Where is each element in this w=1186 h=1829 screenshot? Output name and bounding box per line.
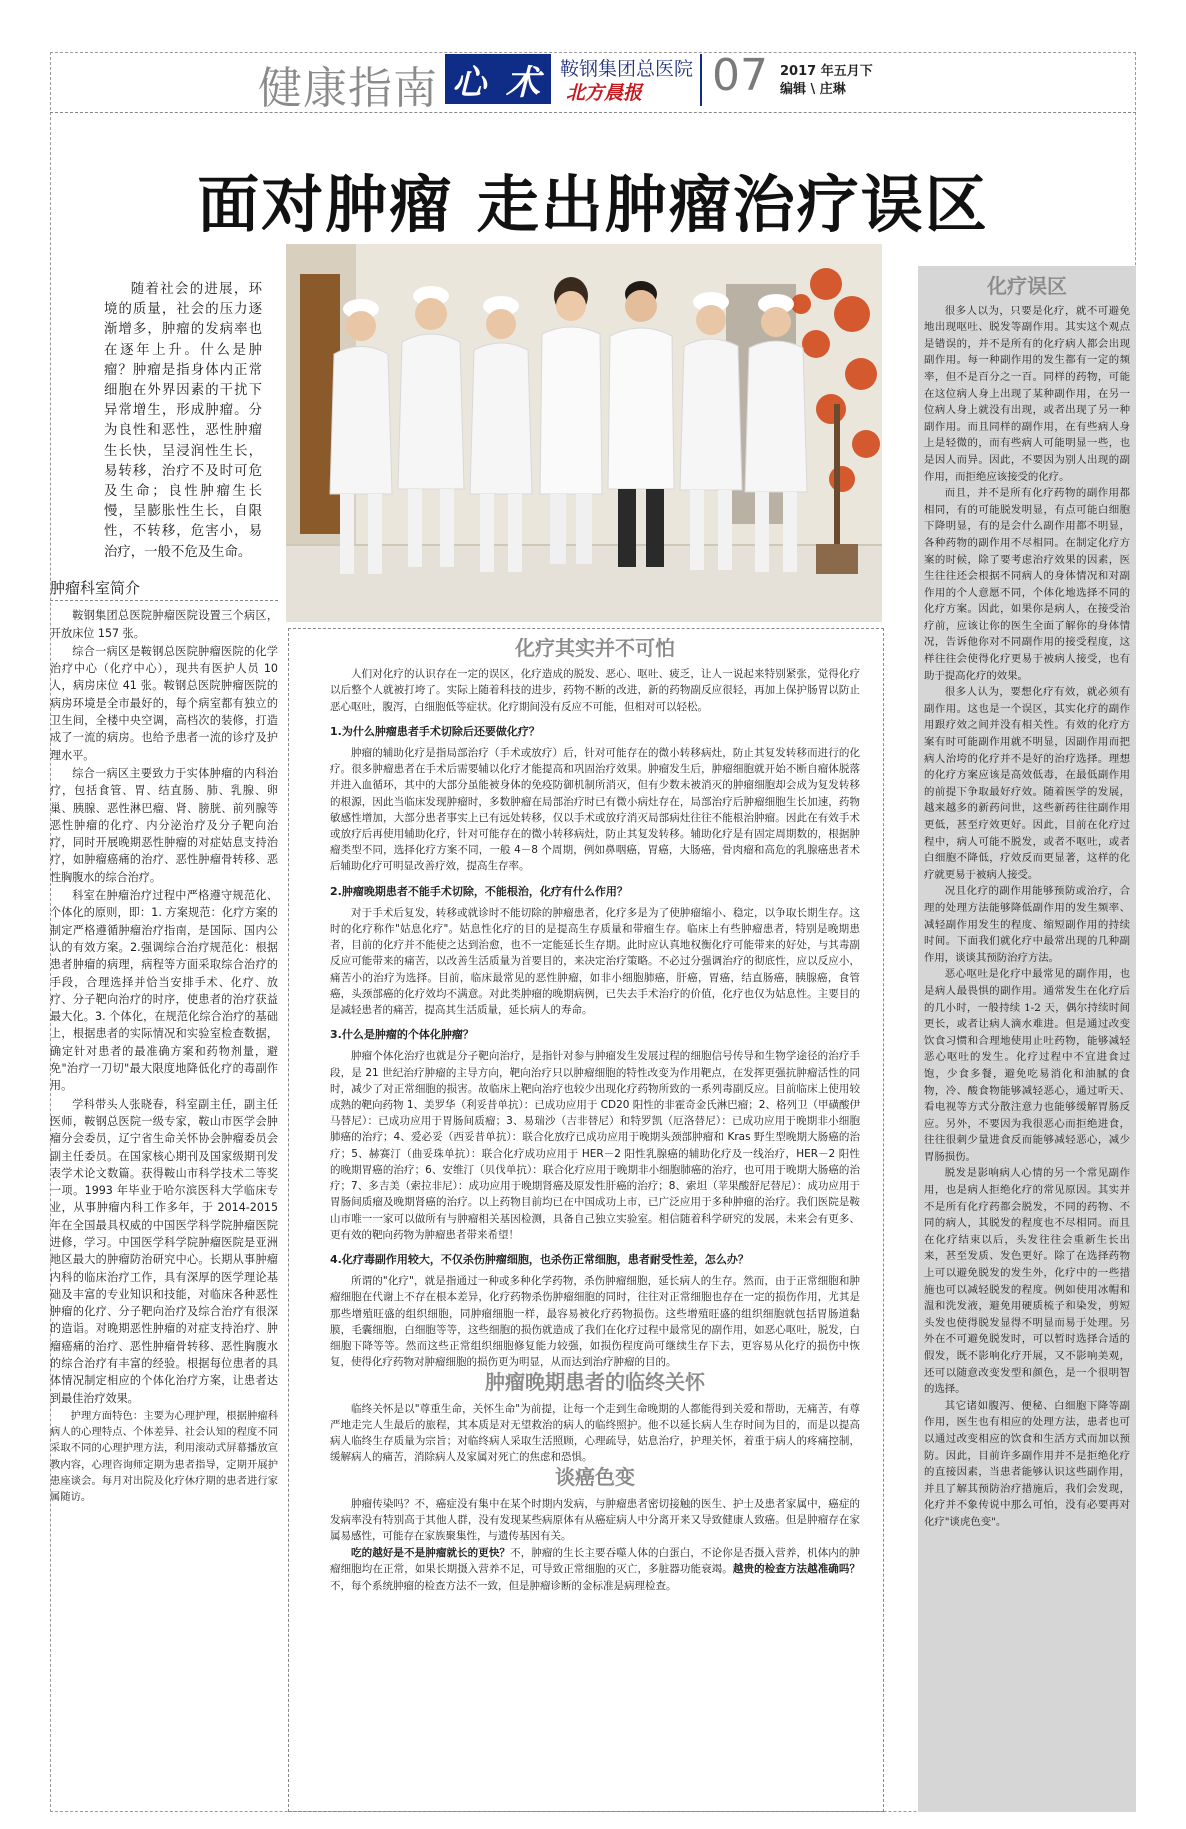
newspaper-name: 北方晨报 <box>566 82 643 104</box>
sidebar-paragraph: 其它诸如腹泻、便秘、白细胞下降等副作用，医生也有相应的处理方法，患者也可以通过改变相应的饮食和生活方式而加以预防。因此，目前许多副作用并不是拒绝化疗的直接因素，当患者能够认识这些副作用，并且了解其预防治疗措施后，我们会发现，化疗并不象传说中那么可怕，没有必要再对化疗"谈虎色变"。 <box>924 1399 1130 1528</box>
department-column <box>50 580 278 1506</box>
faq-answer: 不，肿瘤的生长主要吞噬人体的白蛋白，不论你是否摄入营养，机体内的肿瘤细胞均在正常，如果长期摄入营养不足，可导致正常细胞的灭亡，多脏器功能衰竭。 <box>330 1547 861 1576</box>
editor-credit: 编辑 \ 庄琳 <box>780 82 846 97</box>
sidebar-paragraph: 恶心呕吐是化疗中最常见的副作用，也是病人最畏惧的副作用。通常发生在化疗后的几小时，一般持续 1-2 天，偶尔持续时间更长，或者让病人滴水难进。但是通过改变饮食习惯和合理地使用止吐药物，能够减轻恶心呕吐的发生。化疗过程中不宜进食过饱，少食多餐，避免吃易消化和油腻的食物，冷、酸食物能够减轻恶心，通过听天、看电视等方式分散注意力也能够缓解胃肠反应。另外，不要因为我很恶心而拒绝进食，往往很刺少量进食反而能够减轻恶心，减少胃肠损伤。 <box>924 968 1130 1163</box>
masthead <box>0 0 1186 115</box>
sidebar-paragraph: 很多人认为，要想化疗有效，就必须有副作用。这也是一个误区，其实化疗的副作用跟疗效之间并没有相关性。有效的化疗方案有时可能副作用就不明显，因副作用而把病人治垮的化疗并不是好的治疗选择。理想的化疗方案应该是高效低毒，在最低副作用的前提下争取最好疗效。随着医学的发展，越来越多的新药问世，这些新药往往副作用更低，甚至疗效更好。因此，目前在化疗过程中，病人可能不脱发，或者不呕吐，或者白细胞不降低，疗效反而更显著，这样的化疗就更易于被病人接受。 <box>924 686 1130 881</box>
question-heading: 1.为什么肿瘤患者手术切除后还要做化疗？ <box>330 724 540 738</box>
article-paragraph: 临终关怀是以"尊重生命，关怀生命"为前提，让每一个走到生命晚期的人都能得到关爱和帮助，无痛苦，有尊严地走完人生最后的旅程，其本质是对无望救治的病人的临终照护。他不以延长病人生存时间为目的，而是以提高病人临终生存质量为宗旨；对临终病人采取生活照顾，心理疏导，姑息治疗，护理关怀，着重于病人的疼痛控制，缓解病人的痛苦，消除病人及家属对死亡的焦虑和恐惧。 <box>330 1402 860 1464</box>
sidebar-paragraph: 况且化疗的副作用能够预防或治疗，合理的处理方法能够降低副作用的发生频率、减轻副作用发生的程度、缩短副作用的持续时间。下面我们就化疗中最常出现的几种副作用，谈谈其预防治疗方法。 <box>924 885 1130 964</box>
article-paragraph: 肿瘤传染吗？不，癌症没有集中在某个时期内发病，与肿瘤患者密切接触的医生、护士及患者家属中，癌症的发病率没有特别高于其他人群，没有发现某些病原体有从癌症病人中分离开来又导致健康人致癌。但是肿瘤存在家属易感性，可能存在家族聚集性，与遗传基因有关。 <box>330 1497 860 1542</box>
column-logo-text: 心 术 <box>452 62 544 103</box>
department-paragraph: 综合一病区主要致力于实体肿瘤的内科治疗，包括食管、胃、结直肠、肺、乳腺、卵巢、胰腺、恶性淋巴瘤、肾、膀胱、前列腺等恶性肿瘤的化疗、内分泌治疗及分子靶向治疗，同时开展晚期恶性肿瘤的对症姑息支持治疗，如肿瘤癌痛的治疗、恶性肿瘤骨转移、恶性胸腹水的综合治疗。 <box>50 766 278 884</box>
intro-column <box>104 280 262 563</box>
main-article <box>330 636 860 1595</box>
headline: 面对肿瘤 走出肿瘤治疗误区 <box>197 168 989 241</box>
article-paragraph: 肿瘤的辅助化疗是指局部治疗（手术或放疗）后，针对可能存在的微小转移病灶，防止其复发转移而进行的化疗。很多肿瘤患者在手术后需要辅以化疗才能提高和巩固治疗效果。肿瘤发生后，肿瘤细胞就开始不断自瘤体脱落并进入血循环，其中的大部分虽能被身体的免疫防御机制所消灭，但有少数未被消灭的肿瘤细胞却会成为复发转移的根源，因此当临床发现肿瘤时，多数肿瘤在局部治疗时已有微小病灶存在，局部治疗后肿瘤细胞生长加速，药物敏感性增加，大部分患者事实上已有远处转移，仅以手术或放疗消灭局部病灶往往不能根治肿瘤。因此在有效手术或放疗后再使用辅助化疗，针对可能存在的微小转移病灶，防止其复发转移。辅助化疗是有固定周期数的，根据肿瘤类型不同，选择化疗方案不同，一般 4－8 个周期，例如鼻咽癌，胃癌，大肠癌，骨肉瘤和高危的乳腺癌患者术后辅助化疗可明显改善疗效，提高生存率。 <box>330 747 860 873</box>
department-paragraph: 学科带头人张晓春，科室副主任，副主任医师，鞍钢总医院一级专家，鞍山市医学会肿瘤分会委员，辽宁省生命关怀协会肿瘤委员会副主任委员。在国家核心期刊及国家级期刊发表学术论文数篇。获得鞍山市科学技术二等奖一项。1993 年毕业于哈尔滨医科大学临床专业，从事肿瘤内科工作多年，于 2014-2015 年在全国最具权威的中国医学科学院肿瘤医院进修，学习。中国医学科学院肿瘤医院是亚洲地区最大的肿瘤防治研究中心。长期从事肿瘤内科的临床治疗工作，具有深厚的医学理论基础及丰富的专业知识和技能，对临床各种恶性肿瘤的化疗、分子靶向治疗及综合治疗有很深的造诣。对晚期恶性肿瘤的对症支持治疗、肿瘤癌痛的治疗、恶性肿瘤骨转移、恶性胸腹水的综合治疗有丰富的经验。根据每位患者的具体情况制定相应的个体化治疗方案，让患者达到最佳治疗效果。 <box>50 1097 278 1405</box>
faq-answer: 不，每个系统肿瘤的检查方法不一致，但是肿瘤诊断的金标准是病理检查。 <box>330 1579 677 1592</box>
question-heading: 3.什么是肿瘤的个体化肿瘤？ <box>330 1028 474 1042</box>
article-paragraph <box>330 1545 860 1594</box>
faq-question: 越贵的检查方法越准确吗？ <box>732 1563 861 1576</box>
department-paragraph: 鞍钢集团总医院肿瘤医院设置三个病区，开放床位 157 张。 <box>50 609 278 640</box>
department-paragraph: 科室在肿瘤治疗过程中严格遵守规范化、个体化的原则，即：1. 方案规范：化疗方案的制定严格遵循肿瘤治疗指南，是国际、国内公认的有效方案。2.强调综合治疗规范化：根据患者肿瘤的病理，病程等方面采取综合治疗的手段，合理选择并恰当安排手术、化疗、放疗、分子靶向治疗的时序，使患者的治疗获益最大化。3. 个体化，在规范化综合治疗的基础上，根据患者的实际情况和实验室检查数据，确定针对患者的最准确方案和药物剂量，避免"治疗一刀切"最大限度地降低化疗的毒副作用。 <box>50 889 278 1093</box>
issue-date: 2017 年五月下 <box>780 64 873 79</box>
article-title-hospice: 肿瘤晚期患者的临终关怀 <box>485 1370 705 1395</box>
staff-photo-illustration <box>286 244 882 622</box>
nursing-paragraph: 护理方面特色：主要为心理护理，根据肿瘤科病人的心理特点、个体差异、社会认知的程度不同采取不同的心理护理方法，利用滚动式屏幕播放宣教内容，心理咨询师定期为患者指导，定期开展护患座谈会。每月对出院及化疗休疗期的患者进行家属随访。 <box>50 1409 278 1503</box>
section-name: 健康指南 <box>258 63 438 114</box>
column-logo <box>445 54 551 104</box>
article-paragraph: 肿瘤个体化治疗也就是分子靶向治疗，是指针对参与肿瘤发生发展过程的细胞信号传导和生物学途径的治疗手段，是 21 世纪治疗肿瘤的主导方向，靶向治疗只以肿瘤细胞的特性改变为作用靶点，在发挥更强抗肿瘤活性的同时，减少了对正常细胞的损害。故临床上靶向治疗也较少出现化疗药物所致的一系列毒副反应。目前临床上使用较成熟的靶向药物 1、美罗华（利妥昔单抗）：已成功应用于 CD20 阳性的非霍奇金氏淋巴瘤；2、格列卫（甲磺酸伊马替尼）：已成功应用于胃肠间质瘤；3、易瑞沙（吉非替尼）和特罗凯（厄洛替尼）：已成功应用于晚期非小细胞肺癌的治疗；4、爱必妥（西妥昔单抗）：联合化放疗已成功应用于晚期头颈部肿瘤和 Kras 野生型晚期大肠癌的治疗；5、赫赛汀（曲妥珠单抗）：联合化疗成功应用于 HER－2 阳性乳腺癌的辅助化疗及一线治疗，HER－2 阳性的晚期胃癌的治疗；6、安维汀（贝伐单抗）：联合化疗应用于晚期非小细胞肺癌的治疗，也可用于晚期大肠癌的治疗；7、多吉美（索拉非尼）：成功应用于晚期肾癌及原发性肝癌的治疗；8、索坦（苹果酸舒尼替尼）：成功应用于胃肠间质瘤及晚期肾癌的治疗。以上药物目前均已在中国成功上市，已广泛应用于多种肿瘤的治疗。我们医院是鞍山市唯一一家可以做所有与肿瘤相关基因检测，具备自己独立实验室。相信随着科学研究的发展，未来会有更多、更有效的靶向药物为肿瘤患者带来希望！ <box>330 1050 860 1241</box>
sidebar-title: 化疗误区 <box>987 274 1067 298</box>
question-heading: 2.肿瘤晚期患者不能手术切除，不能根治，化疗有什么作用？ <box>330 884 628 898</box>
sidebar-paragraph: 很多人以为，只要是化疗，就不可避免地出现呕吐、脱发等副作用。其实这个观点是错误的，并不是所有的化疗病人都会出现副作用。每一种副作用的发生都有一定的频率，但不是百分之一百。同样的药物，可能在这位病人身上出现了某种副作用，在另一位病人身上就没有出现，或者出现了另一种副作用。而且同样的副作用，在有些病人身上是轻微的，而有些病人可能明显一些，也是因人而异。因此，不要因为别人出现的副作用，而拒绝应该接受的化疗。 <box>924 304 1130 483</box>
department-paragraph: 综合一病区是鞍钢总医院肿瘤医院的化学治疗中心（化疗中心），现共有医护人员 10 人，病房床位 41 张。鞍钢总医院肿瘤医院的病房环境是全市最好的，每个病室都有独立的卫生间，全楼中央空调，高档次的装修，打造成了一流的病房。也给予患者一流的诊疗及护理水平。 <box>50 644 278 762</box>
faq-question: 吃的越好是不是肿瘤就长的更快？ <box>351 1547 511 1560</box>
article-paragraph: 所谓的"化疗"，就是指通过一种或多种化学药物，杀伤肿瘤细胞，延长病人的生存。然而，由于正常细胞和肿瘤细胞在代谢上不存在根本差异，化疗药物杀伤肿瘤细胞的同时，往往对正常细胞也存在一定的损伤作用，尤其是那些增殖旺盛的组织细胞，同肿瘤细胞一样，最容易被化疗药物损伤。这些增殖旺盛的组织细胞就包括胃肠道黏膜，毛囊细胞，白细胞等等，这些细胞的损伤就造成了我们在化疗过程中最常见的副作用，如恶心呕吐，脱发，白细胞下降等等。然而这些正常组织细胞修复能力较强，如损伤程度尚可继续生存下去，更容易从化疗的损伤中恢复，使得化疗药物对肿瘤细胞的损伤更为明显，从而达到治疗肿瘤的目的。 <box>330 1275 860 1369</box>
article-title-fear: 谈癌色变 <box>555 1465 635 1490</box>
intro-text: 随着社会的进展，环境的质量，社会的压力逐渐增多，肿瘤的发病率也在逐年上升。什么是肿瘤？肿瘤是指身体内正常细胞在外界因素的干扰下异常增生，形成肿瘤。分为良性和恶性，恶性肿瘤生长快，呈浸润性生长，易转移，治疗不及时可危及生命；良性肿瘤生长慢，呈膨胀性生长，自限性，不转移，危害小，易治疗，一般不危及生命。 <box>104 282 262 560</box>
article-title-chemo: 化疗其实并不可怕 <box>515 636 675 660</box>
masthead-separator <box>700 54 702 106</box>
department-title: 肿瘤科室简介 <box>50 580 278 601</box>
question-heading: 4.化疗毒副作用较大，不仅杀伤肿瘤细胞，也杀伤正常细胞，患者耐受性差，怎么办？ <box>330 1252 749 1266</box>
staff-photo <box>286 244 882 622</box>
page-number: 07 <box>712 50 768 101</box>
article-paragraph: 对于手术后复发，转移或就诊时不能切除的肿瘤患者，化疗多是为了使肿瘤缩小、稳定，以争取长期生存。这时的化疗称作"姑息化疗"。姑息性化疗的目的是提高生存质量和带瘤生存。临床上有些肿瘤患者，特别是晚期患者，目前的化疗并不能使之达到治愈，也不一定能延长生存期。此时应认真地权衡化疗可能带来的好处，与其毒副反应可能带来的痛苦，以改善生活质量为首要目的，来决定治疗策略。不必过分强调治疗的彻底性，应以反应小，痛苦小的治疗为选择。目前，临床最常见的恶性肿瘤，如非小细胞肺癌，肝癌，胃癌，结直肠癌，胰腺癌，食管癌，头颈部癌的化疗效均不满意。对此类肿瘤的晚期病例，已失去手术治疗的价值，化疗也仅为姑息性。主要目的是减轻患者的痛苦，提高其生活质量，延长病人的寿命。 <box>330 906 860 1017</box>
article-paragraph: 人们对化疗的认识存在一定的误区，化疗造成的脱发、恶心、呕吐、疲乏，让人一说起来特别紧张，觉得化疗以后整个人就被打垮了。实际上随着科技的进步，药物不断的改进，新的药物副反应很轻，再加上保护肠胃以防止恶心呕吐，腹泻，白细胞低等症状。化疗期间没有反应不可能，但相对可以轻松。 <box>330 668 860 713</box>
masthead-rule <box>50 112 1136 113</box>
sidebar-paragraph: 而且，并不是所有化疗药物的副作用都相同，有的可能脱发明显，有点可能白细胞下降明显，有的是会什么副作用都不明显，各种药物的副作用不尽相同。在制定化疗方案的时候，除了要考虑治疗效果的因素，医生往往还会根据不同病人的身体情况和对副作用的个人意愿不同，个体化地选择不同的化疗方案。因此，如果你是病人，在接受治疗前，应该让你的医生全面了解你的身体情况，告诉他你对不同副作用的接受程度，这样往往会使得化疗更易于被病人接受，也有助于提高化疗的效果。 <box>924 487 1130 682</box>
sidebar-column <box>924 274 1130 1531</box>
sidebar-paragraph: 脱发是影响病人心情的另一个常见副作用，也是病人拒绝化疗的常见原因。其实并不是所有化疗药都会脱发，不同的药物、不同的病人，其脱发的程度也不尽相同。而且在化疗结束以后，头发往往会重新生长出来，甚至发质、发色更好。除了在选择药物上可以避免脱发的发生外，化疗中的一些措施也可以减轻脱发的程度。例如使用冰帽和温和洗发液，避免用硬质梳子和染发，剪短头发也使得脱发显得不明显而易于处理。另外在不可避免脱发时，可以暂时选择合适的假发，既不影响化疗开展，又不影响美观，还可以随意改变发型和颜色，是一个很明智的选择。 <box>924 1167 1130 1396</box>
hospital-name: 鞍钢集团总医院 <box>560 58 694 80</box>
